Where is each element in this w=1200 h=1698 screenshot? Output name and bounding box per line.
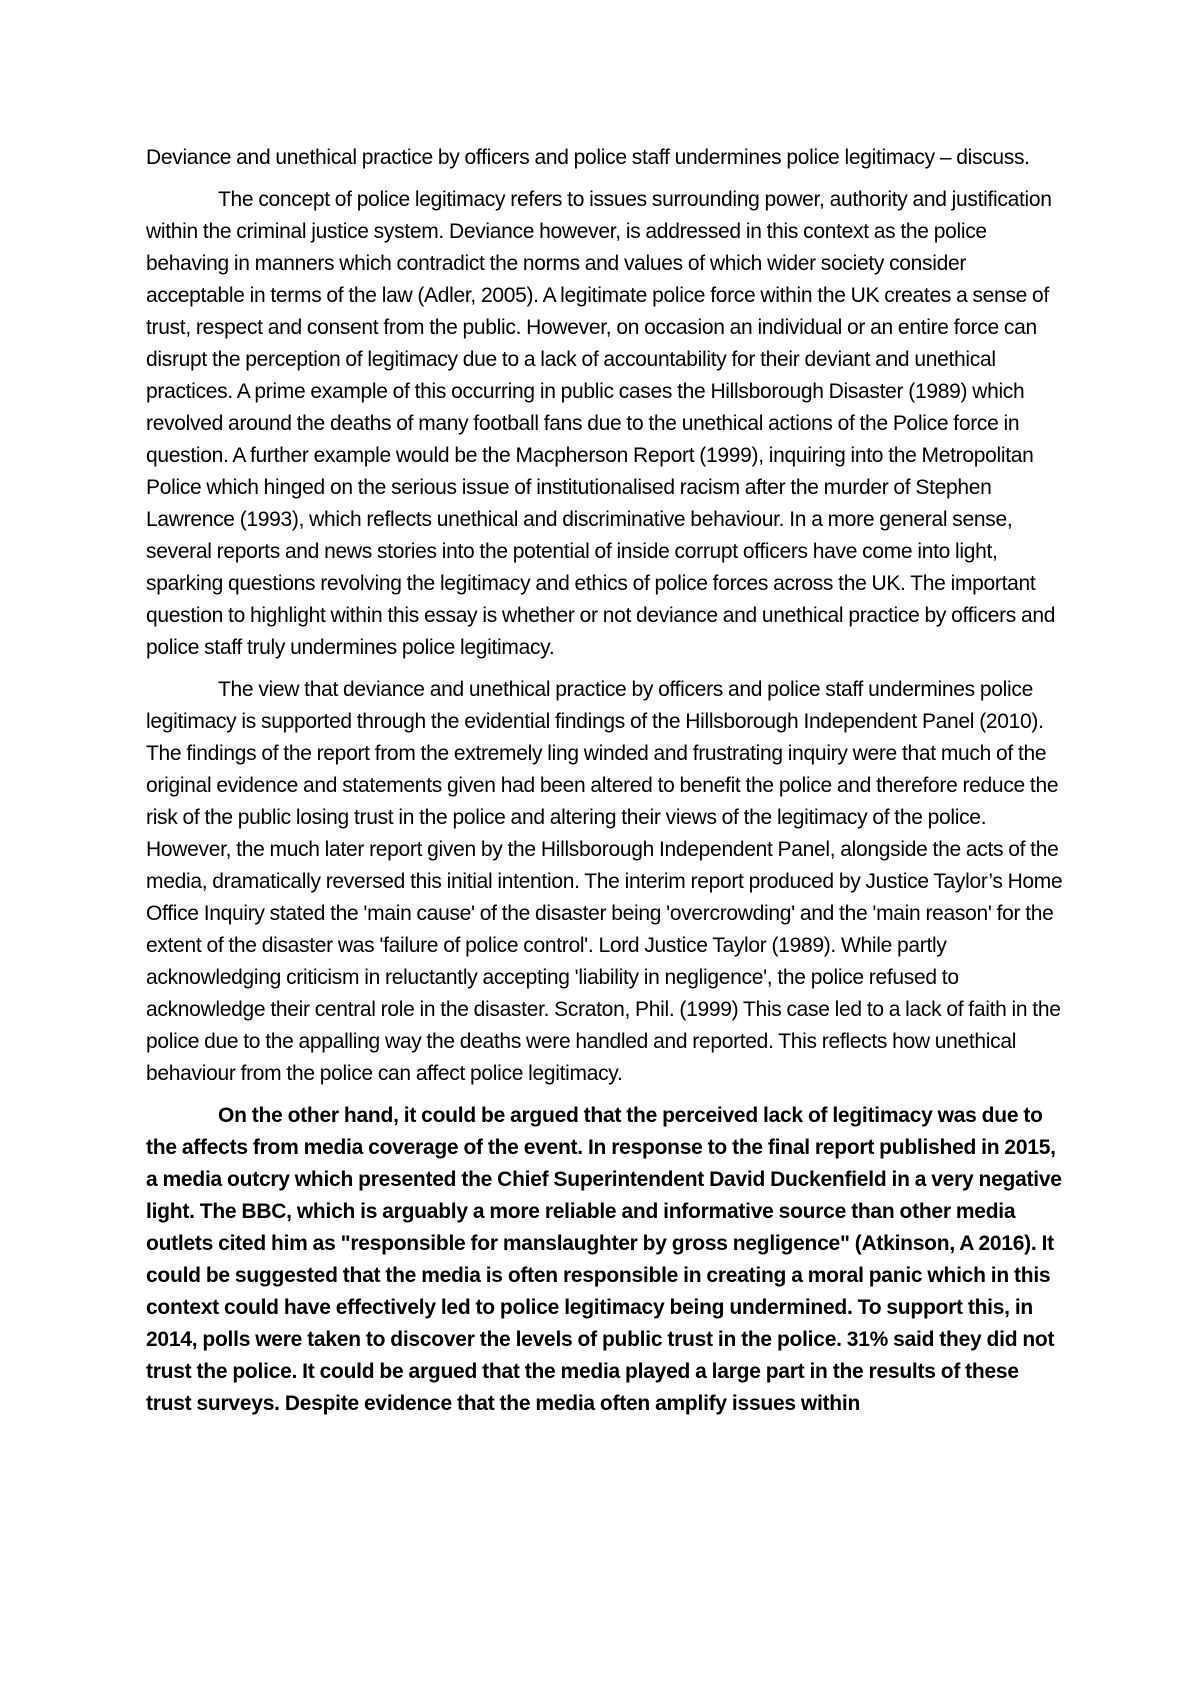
document-page — [146, 142, 1068, 1430]
essay-title: Deviance and unethical practice by officers and police staff undermines police legitimacy – discuss. — [146, 146, 1030, 169]
paragraph-media-coverage: On the other hand, it could be argued that the perceived lack of legitimacy was due to the affects from media coverage of the event. In response to the final report published in 2015, a media outcry which presented the Chief Superintendent David Duckenfield in a very negative light. The BBC, which is arguably a more reliable and informative source than other media outlets cited him as "responsible for manslaughter by gross negligence" (Atkinson, A 2016). It could be suggested that the media is often responsible in creating a moral panic which in this context could have effectively led to police legitimacy being undermined. To support this, in 2014, polls were taken to discover the levels of public trust in the police. 31% said they did not trust the police. It could be argued that the media played a large part in the results of these trust surveys. Despite evidence that the media often amplify issues within — [146, 1104, 1062, 1415]
paragraph-hillsborough: The view that deviance and unethical practice by officers and police staff undermines police legitimacy is supported through the evidential findings of the Hillsborough Independent Panel (2010). The findings of the report from the extremely ling winded and frustrating inquiry were that much of the original evidence and statements given had been altered to benefit the police and therefore reduce the risk of the public losing trust in the police and altering their views of the legitimacy of the police. However, the much later report given by the Hillsborough Independent Panel, alongside the acts of the media, dramatically reversed this initial intention. The interim report produced by Justice Taylor’s Home Office Inquiry stated the 'main cause' of the disaster being 'overcrowding' and the 'main reason' for the extent of the disaster was 'failure of police control'. Lord Justice Taylor (1989). While partly acknowledging criticism in reluctantly accepting 'liability in negligence', the police refused to acknowledge their central role in the disaster. Scraton, Phil. (1999) This case led to a lack of faith in the police due to the appalling way the deaths were handled and reported. This reflects how unethical behaviour from the police can affect police legitimacy. — [146, 678, 1063, 1085]
paragraph-introduction: The concept of police legitimacy refers to issues surrounding power, authority and justification within the criminal justice system. Deviance however, is addressed in this context as the police behaving in manners which contradict the norms and values of which wider society consider acceptable in terms of the law (Adler, 2005). A legitimate police force within the UK creates a sense of trust, respect and consent from the public. However, on occasion an individual or an entire force can disrupt the perception of legitimacy due to a lack of accountability for their deviant and unethical practices. A prime example of this occurring in public cases the Hillsborough Disaster (1989) which revolved around the deaths of many football fans due to the unethical actions of the Police force in question. A further example would be the Macpherson Report (1999), inquiring into the Metropolitan Police which hinged on the serious issue of institutionalised racism after the murder of Stephen Lawrence (1993), which reflects unethical and discriminative behaviour. In a more general sense, several reports and news stories into the potential of inside corrupt officers have come into light, sparking questions revolving the legitimacy and ethics of police forces across the UK. The important question to highlight within this essay is whether or not deviance and unethical practice by officers and police staff truly undermines police legitimacy. — [146, 188, 1056, 659]
